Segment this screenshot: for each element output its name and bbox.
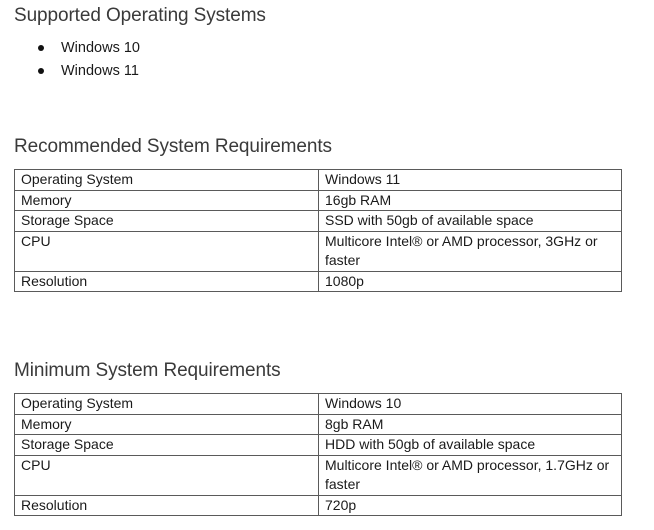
requirement-label: Memory xyxy=(15,414,319,435)
requirement-label: Storage Space xyxy=(15,435,319,456)
requirement-label: Operating System xyxy=(15,170,319,191)
list-item xyxy=(0,38,140,61)
bullet-icon xyxy=(38,45,44,51)
requirement-value: HDD with 50gb of available space xyxy=(319,435,622,456)
table-row xyxy=(15,394,622,415)
table-row xyxy=(15,170,622,191)
table-row xyxy=(15,271,622,292)
requirement-label: CPU xyxy=(15,231,319,271)
table-row xyxy=(15,495,622,516)
requirement-value: 720p xyxy=(319,495,622,516)
os-item-label: Windows 10 xyxy=(61,40,140,56)
requirement-value: Multicore Intel® or AMD processor, 3GHz or faster xyxy=(319,231,622,271)
requirement-label: Operating System xyxy=(15,394,319,415)
requirement-value: 1080p xyxy=(319,271,622,292)
requirement-value: Windows 10 xyxy=(319,394,622,415)
supported-os-heading: Supported Operating Systems xyxy=(14,5,266,26)
requirement-label: Memory xyxy=(15,190,319,211)
table-row xyxy=(15,231,622,271)
requirement-value: Windows 11 xyxy=(319,170,622,191)
requirement-value: 16gb RAM xyxy=(319,190,622,211)
recommended-requirements-table xyxy=(14,169,622,292)
bullet-icon xyxy=(38,68,44,74)
table-row xyxy=(15,190,622,211)
requirement-label: CPU xyxy=(15,455,319,495)
requirement-label: Resolution xyxy=(15,271,319,292)
requirement-value: SSD with 50gb of available space xyxy=(319,211,622,232)
list-item xyxy=(0,61,140,84)
recommended-requirements-heading: Recommended System Requirements xyxy=(14,136,332,157)
table-row xyxy=(15,414,622,435)
table-row xyxy=(15,435,622,456)
table-row xyxy=(15,211,622,232)
minimum-requirements-heading: Minimum System Requirements xyxy=(14,360,281,381)
os-item-label: Windows 11 xyxy=(61,63,139,79)
requirement-label: Resolution xyxy=(15,495,319,516)
requirement-value: Multicore Intel® or AMD processor, 1.7GHz or faster xyxy=(319,455,622,495)
requirement-value: 8gb RAM xyxy=(319,414,622,435)
table-row xyxy=(15,455,622,495)
requirement-label: Storage Space xyxy=(15,211,319,232)
supported-os-list xyxy=(0,38,140,84)
minimum-requirements-table xyxy=(14,393,622,516)
